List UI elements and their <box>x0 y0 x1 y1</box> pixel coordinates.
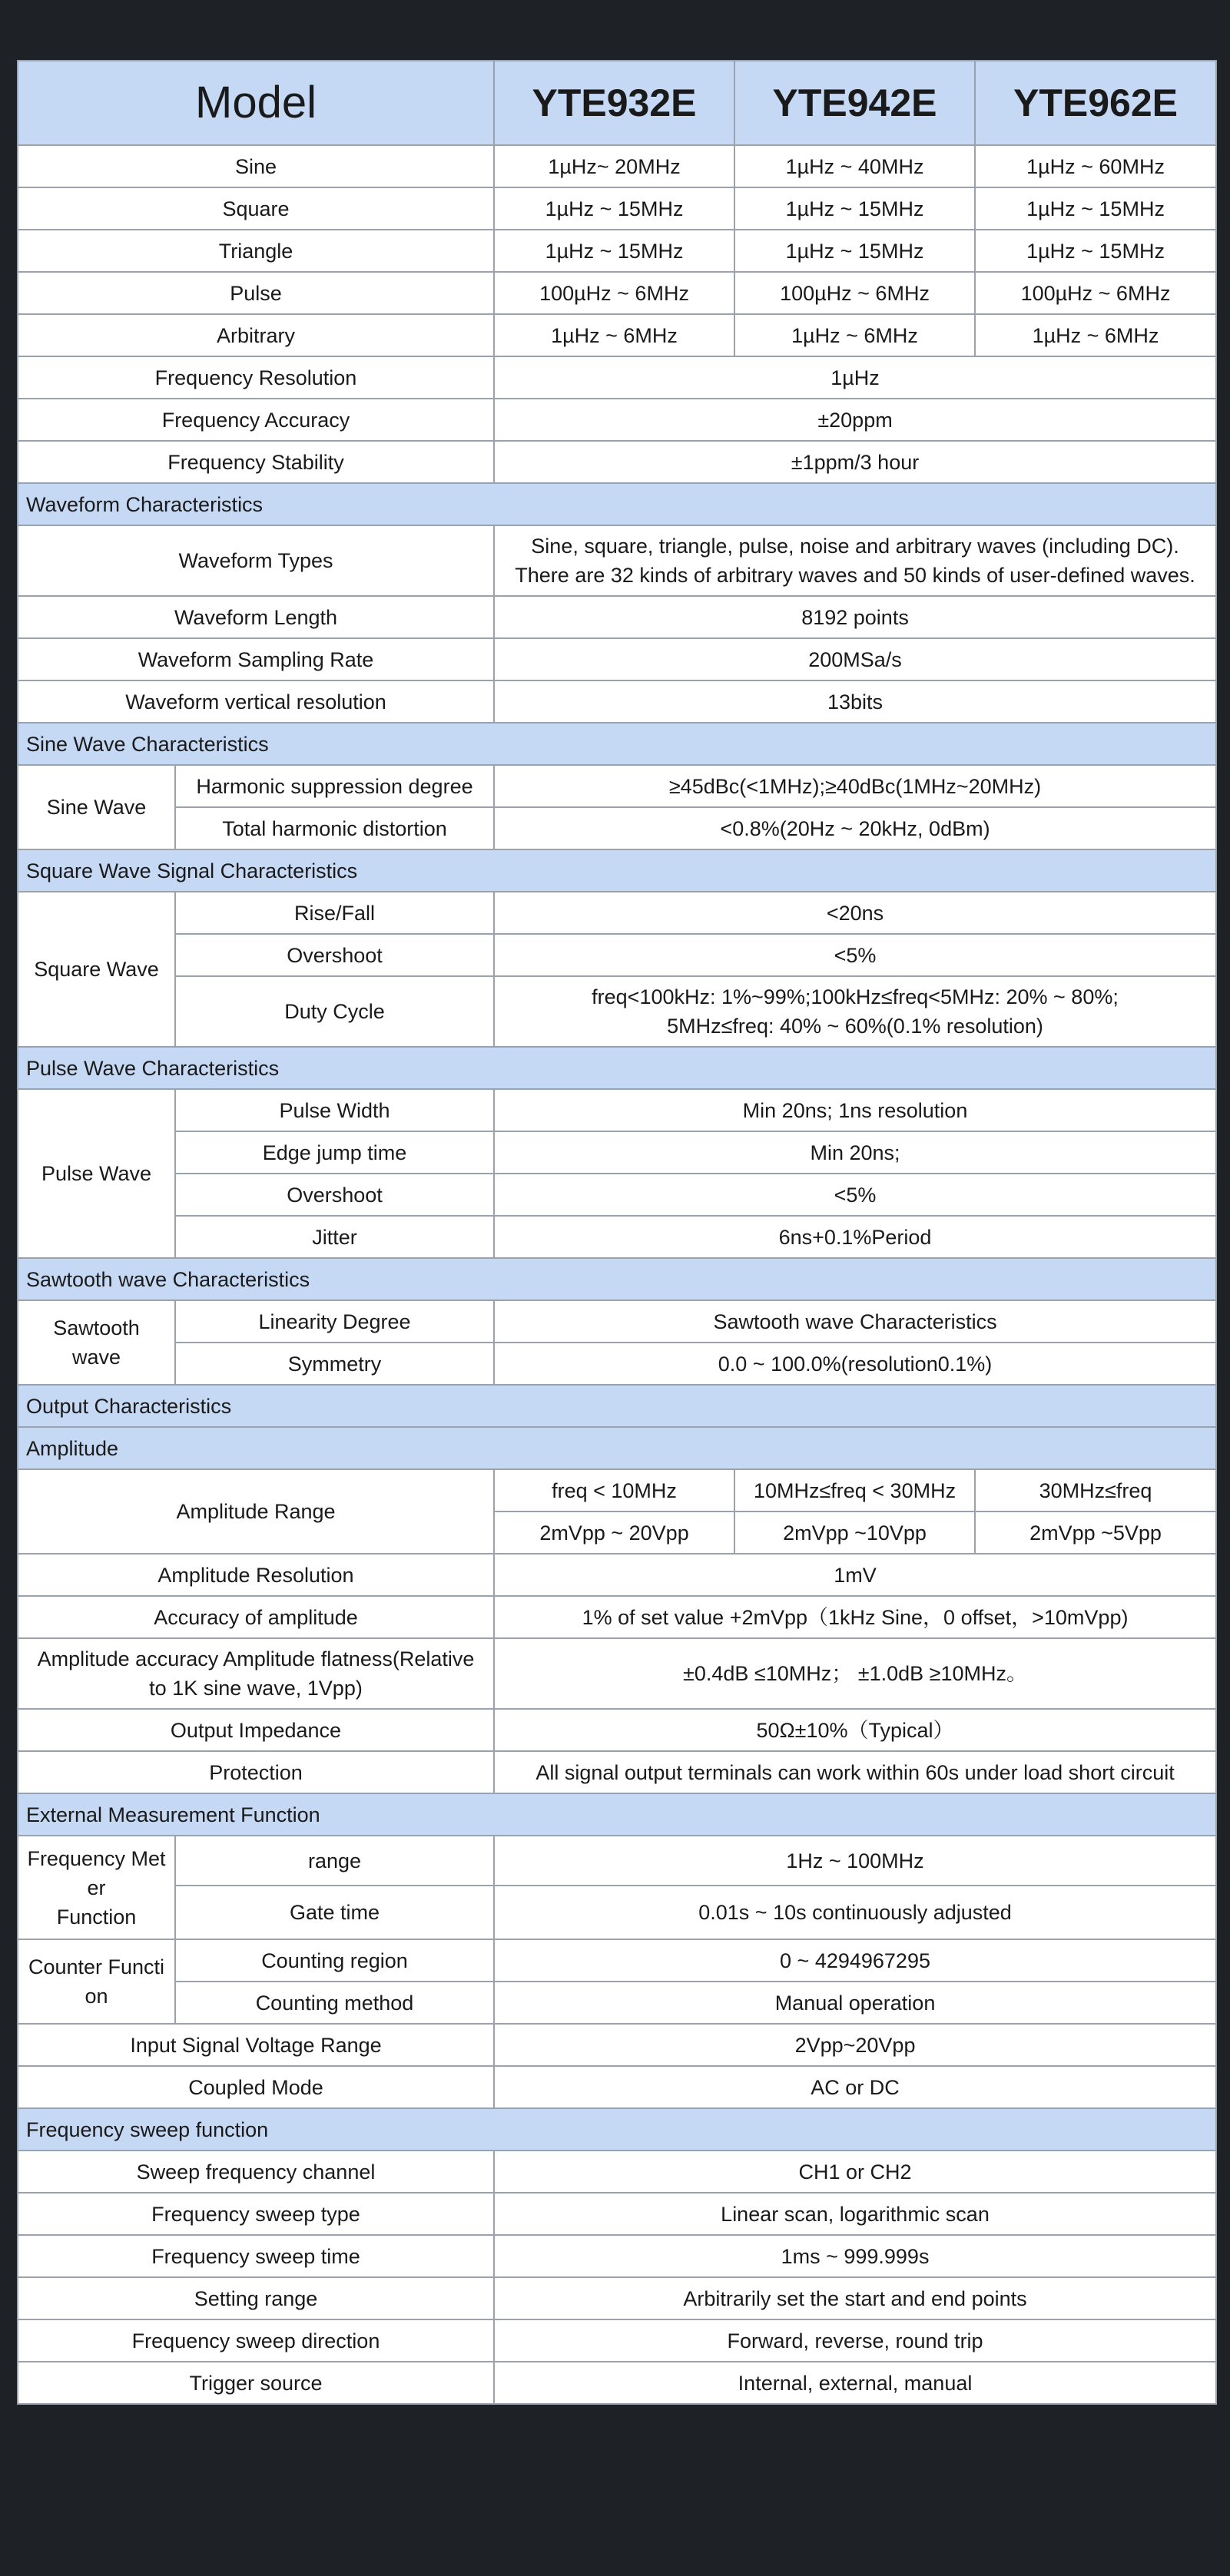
row-label: Frequency Accuracy <box>18 399 494 441</box>
row-label: Pulse <box>18 272 494 314</box>
table-row <box>18 314 1216 356</box>
table-row <box>18 1886 1216 1939</box>
table-row <box>18 2235 1216 2277</box>
row-label: Pulse Width <box>175 1089 494 1131</box>
row-label: Coupled Mode <box>18 2066 494 2108</box>
section-header <box>18 1385 1216 1427</box>
cell-value: 1µHz ~ 60MHz <box>975 145 1216 187</box>
cell-value: freq < 10MHz <box>494 1469 734 1511</box>
section-title: Sawtooth wave Characteristics <box>18 1258 1216 1300</box>
row-label: Accuracy of amplitude <box>18 1596 494 1638</box>
group-label <box>18 1939 175 2024</box>
section-title: Amplitude <box>18 1427 1216 1469</box>
section-title: Sine Wave Characteristics <box>18 723 1216 765</box>
cell-value: 1µHz~ 20MHz <box>494 145 734 187</box>
row-label: Waveform Length <box>18 596 494 638</box>
text-line: freq<100kHz: 1%~99%;100kHz≤freq<5MHz: 20% ~ 80%; <box>592 985 1119 1008</box>
cell-value: 8192 points <box>494 596 1216 638</box>
table-row <box>18 1131 1216 1174</box>
cell-value: 100µHz ~ 6MHz <box>734 272 975 314</box>
row-label: Frequency sweep time <box>18 2235 494 2277</box>
row-label: Amplitude Resolution <box>18 1554 494 1596</box>
table-row <box>18 399 1216 441</box>
table-row <box>18 1089 1216 1131</box>
table-row <box>18 1554 1216 1596</box>
group-label: Square Wave <box>18 892 175 1047</box>
table-row <box>18 1174 1216 1216</box>
cell-value: 200MSa/s <box>494 638 1216 680</box>
section-title: Square Wave Signal Characteristics <box>18 849 1216 892</box>
section-title: Output Characteristics <box>18 1385 1216 1427</box>
row-label: Jitter <box>175 1216 494 1258</box>
table-row <box>18 892 1216 934</box>
cell-value: 30MHz≤freq <box>975 1469 1216 1511</box>
row-label: range <box>175 1836 494 1886</box>
cell-value: 1% of set value +2mVpp（1kHz Sine，0 offset，>10mVpp) <box>494 1596 1216 1638</box>
cell-value: 2mVpp ~ 20Vpp <box>494 1511 734 1554</box>
group-label <box>18 1300 175 1385</box>
model-name: YTE962E <box>975 61 1216 145</box>
cell-value: 1µHz ~ 15MHz <box>494 230 734 272</box>
row-label: Harmonic suppression degree <box>175 765 494 807</box>
cell-value: All signal output terminals can work within 60s under load short circuit <box>494 1751 1216 1793</box>
section-header <box>18 1047 1216 1089</box>
text-line: on <box>85 1985 108 2008</box>
table-row <box>18 807 1216 849</box>
row-label: Edge jump time <box>175 1131 494 1174</box>
cell-value: 0.01s ~ 10s continuously adjusted <box>494 1886 1216 1939</box>
table-row <box>18 638 1216 680</box>
table-row <box>18 2319 1216 2362</box>
group-label: Pulse Wave <box>18 1089 175 1258</box>
table-row <box>18 1300 1216 1343</box>
row-label: Total harmonic distortion <box>175 807 494 849</box>
text-line: Frequency Met <box>27 1846 166 1870</box>
row-label: Waveform Sampling Rate <box>18 638 494 680</box>
cell-value: 1µHz ~ 15MHz <box>734 187 975 230</box>
table-row <box>18 1939 1216 1982</box>
row-label: Frequency sweep type <box>18 2193 494 2235</box>
cell-value: Sawtooth wave Characteristics <box>494 1300 1216 1343</box>
section-header <box>18 723 1216 765</box>
row-label: Linearity Degree <box>175 1300 494 1343</box>
text-line: Counter Functi <box>28 1955 165 1978</box>
row-label: Sine <box>18 145 494 187</box>
row-label: Overshoot <box>175 1174 494 1216</box>
text-line: wave <box>71 1346 121 1369</box>
cell-value: <20ns <box>494 892 1216 934</box>
row-label: Protection <box>18 1751 494 1793</box>
text-line: Amplitude accuracy Amplitude flatness(Relative <box>37 1647 475 1670</box>
header-row <box>18 61 1216 145</box>
group-label <box>18 1836 175 1939</box>
row-label: Triangle <box>18 230 494 272</box>
cell-value: <5% <box>494 1174 1216 1216</box>
row-label: Sweep frequency channel <box>18 2151 494 2193</box>
cell-value: 2mVpp ~5Vpp <box>975 1511 1216 1554</box>
cell-value: 1µHz ~ 6MHz <box>494 314 734 356</box>
model-name: YTE932E <box>494 61 734 145</box>
text-line: to 1K sine wave, 1Vpp) <box>149 1677 363 1700</box>
text-line: There are 32 kinds of arbitrary waves and 50 kinds of user-defined waves. <box>515 564 1195 587</box>
row-label: Frequency sweep direction <box>18 2319 494 2362</box>
table-row <box>18 680 1216 723</box>
section-title: Pulse Wave Characteristics <box>18 1047 1216 1089</box>
cell-value: 0 ~ 4294967295 <box>494 1939 1216 1982</box>
cell-value: <0.8%(20Hz ~ 20kHz, 0dBm) <box>494 807 1216 849</box>
cell-value: 1ms ~ 999.999s <box>494 2235 1216 2277</box>
table-row <box>18 2193 1216 2235</box>
table-row <box>18 2024 1216 2066</box>
cell-value: ≥45dBc(<1MHz);≥40dBc(1MHz~20MHz) <box>494 765 1216 807</box>
row-label: Waveform Types <box>18 525 494 596</box>
row-label: Rise/Fall <box>175 892 494 934</box>
cell-value: CH1 or CH2 <box>494 2151 1216 2193</box>
table-row <box>18 1982 1216 2024</box>
cell-value: ±20ppm <box>494 399 1216 441</box>
cell-value: 2Vpp~20Vpp <box>494 2024 1216 2066</box>
cell-value: 6ns+0.1%Period <box>494 1216 1216 1258</box>
cell-value: 0.0 ~ 100.0%(resolution0.1%) <box>494 1343 1216 1385</box>
cell-value: 2mVpp ~10Vpp <box>734 1511 975 1554</box>
table-row <box>18 2277 1216 2319</box>
cell-value: 1µHz ~ 40MHz <box>734 145 975 187</box>
table-row <box>18 1751 1216 1793</box>
text-line: Sawtooth <box>53 1316 140 1339</box>
table-row <box>18 1709 1216 1751</box>
cell-value: 1µHz ~ 6MHz <box>975 314 1216 356</box>
cell-value: 1Hz ~ 100MHz <box>494 1836 1216 1886</box>
table-row <box>18 187 1216 230</box>
section-header <box>18 1793 1216 1836</box>
table-row <box>18 976 1216 1047</box>
row-label: Arbitrary <box>18 314 494 356</box>
table-row <box>18 934 1216 976</box>
cell-value <box>494 976 1216 1047</box>
cell-value: 1µHz ~ 15MHz <box>734 230 975 272</box>
row-label: Input Signal Voltage Range <box>18 2024 494 2066</box>
row-label: Amplitude Range <box>18 1469 494 1554</box>
section-title: External Measurement Function <box>18 1793 1216 1836</box>
table-row <box>18 230 1216 272</box>
cell-value: Min 20ns; 1ns resolution <box>494 1089 1216 1131</box>
cell-value: ±1ppm/3 hour <box>494 441 1216 483</box>
cell-value: 1µHz <box>494 356 1216 399</box>
table-row <box>18 765 1216 807</box>
table-row <box>18 1638 1216 1709</box>
row-label: Gate time <box>175 1886 494 1939</box>
row-label: Counting method <box>175 1982 494 2024</box>
section-header <box>18 1427 1216 1469</box>
row-label <box>18 1638 494 1709</box>
cell-value: 10MHz≤freq < 30MHz <box>734 1469 975 1511</box>
cell-value: <5% <box>494 934 1216 976</box>
row-label: Duty Cycle <box>175 976 494 1047</box>
table-row <box>18 1836 1216 1886</box>
row-label: Output Impedance <box>18 1709 494 1751</box>
cell-value: 1µHz ~ 15MHz <box>975 187 1216 230</box>
row-label: Square <box>18 187 494 230</box>
row-label: Frequency Stability <box>18 441 494 483</box>
cell-value: 1µHz ~ 15MHz <box>494 187 734 230</box>
spec-table <box>17 60 1217 2405</box>
cell-value: 13bits <box>494 680 1216 723</box>
table-row <box>18 1596 1216 1638</box>
table-row <box>18 2151 1216 2193</box>
cell-value: 100µHz ~ 6MHz <box>975 272 1216 314</box>
cell-value: ±0.4dB ≤10MHz； ±1.0dB ≥10MHz。 <box>494 1638 1216 1709</box>
row-label: Symmetry <box>175 1343 494 1385</box>
table-row <box>18 2066 1216 2108</box>
cell-value: AC or DC <box>494 2066 1216 2108</box>
row-label: Waveform vertical resolution <box>18 680 494 723</box>
section-header <box>18 483 1216 525</box>
table-row <box>18 1469 1216 1511</box>
cell-value: 1mV <box>494 1554 1216 1596</box>
text-line: Function <box>56 1905 137 1929</box>
table-row <box>18 596 1216 638</box>
cell-value: Min 20ns; <box>494 1131 1216 1174</box>
cell-value: 1µHz ~ 6MHz <box>734 314 975 356</box>
model-name: YTE942E <box>734 61 975 145</box>
cell-value: 1µHz ~ 15MHz <box>975 230 1216 272</box>
cell-value: Forward, reverse, round trip <box>494 2319 1216 2362</box>
table-row <box>18 272 1216 314</box>
table-row <box>18 1216 1216 1258</box>
cell-value: Arbitrarily set the start and end points <box>494 2277 1216 2319</box>
row-label: Counting region <box>175 1939 494 1982</box>
cell-value <box>494 525 1216 596</box>
cell-value: 100µHz ~ 6MHz <box>494 272 734 314</box>
section-header <box>18 2108 1216 2151</box>
section-header <box>18 849 1216 892</box>
cell-value: Linear scan, logarithmic scan <box>494 2193 1216 2235</box>
text-line: Sine, square, triangle, pulse, noise and arbitrary waves (including DC). <box>531 535 1179 558</box>
table-row <box>18 525 1216 596</box>
table-row <box>18 1343 1216 1385</box>
section-title: Waveform Characteristics <box>18 483 1216 525</box>
cell-value: Internal, external, manual <box>494 2362 1216 2404</box>
table-row <box>18 145 1216 187</box>
row-label: Trigger source <box>18 2362 494 2404</box>
row-label: Setting range <box>18 2277 494 2319</box>
cell-value: 50Ω±10%（Typical） <box>494 1709 1216 1751</box>
row-label: Overshoot <box>175 934 494 976</box>
model-label: Model <box>18 61 494 145</box>
group-label: Sine Wave <box>18 765 175 849</box>
cell-value: Manual operation <box>494 1982 1216 2024</box>
section-title: Frequency sweep function <box>18 2108 1216 2151</box>
text-line: er <box>87 1876 106 1899</box>
table-row <box>18 2362 1216 2404</box>
table-row <box>18 441 1216 483</box>
table-row <box>18 356 1216 399</box>
row-label: Frequency Resolution <box>18 356 494 399</box>
text-line: 5MHz≤freq: 40% ~ 60%(0.1% resolution) <box>667 1015 1043 1038</box>
section-header <box>18 1258 1216 1300</box>
